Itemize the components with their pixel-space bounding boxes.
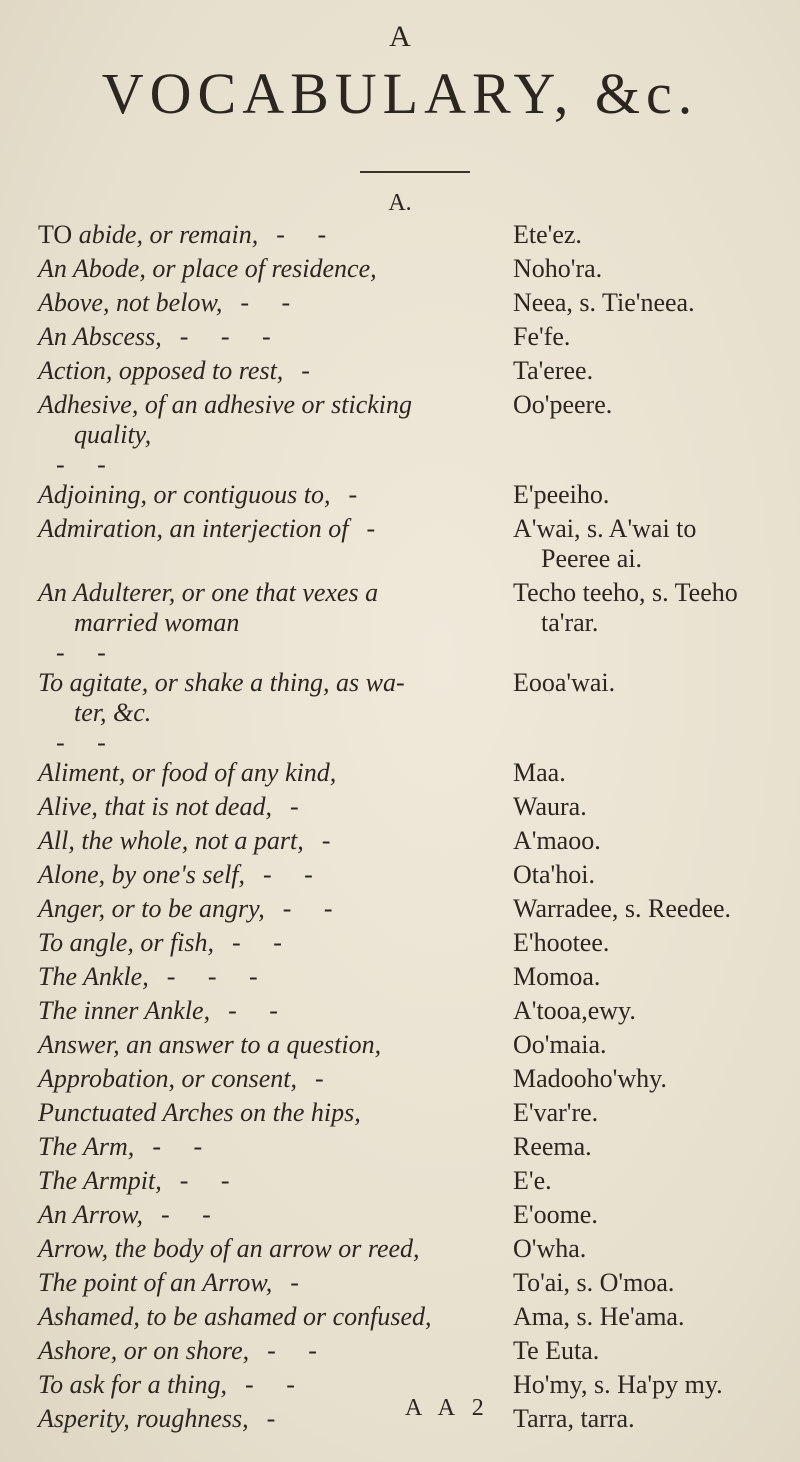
- leader-dashes: -: [366, 514, 376, 543]
- english-term: [38, 1166, 508, 1196]
- english-term: [38, 860, 508, 890]
- tahitian-term: [513, 792, 778, 822]
- vocabulary-entry: [38, 220, 778, 254]
- english-term: [38, 826, 508, 856]
- english-text: To ask for a thing,: [38, 1370, 228, 1399]
- english-term: [38, 356, 508, 386]
- vocabulary-entry: [38, 792, 778, 826]
- english-text: Aliment, or food of any kind,: [38, 758, 337, 787]
- english-term: [38, 962, 508, 992]
- signature-mark: A: [389, 20, 411, 53]
- tahitian-text: Neea, s. Tie'neea.: [513, 288, 695, 317]
- tahitian-text: Oo'peere.: [513, 390, 613, 419]
- tahitian-text: Ota'hoi.: [513, 860, 595, 889]
- english-term: [38, 322, 508, 352]
- leader-dashes: - -: [56, 450, 106, 479]
- tahitian-text: Techo teeho, s. Teeho: [513, 578, 738, 607]
- tahitian-text: Fe'fe.: [513, 322, 571, 351]
- leader-dashes: -: [348, 480, 358, 509]
- leader-dashes: - -: [240, 288, 291, 317]
- tahitian-term: [513, 826, 778, 856]
- vocabulary-entry: [38, 894, 778, 928]
- english-text: Anger, or to be angry,: [38, 894, 265, 923]
- english-text: The Ankle,: [38, 962, 149, 991]
- vocabulary-entry: [38, 356, 778, 390]
- english-text: To agitate, or shake a thing, as wa-: [38, 668, 405, 697]
- vocabulary-entry: [38, 1098, 778, 1132]
- leader-dashes: - -: [228, 996, 278, 1025]
- english-term: [38, 480, 508, 510]
- english-text: The Armpit,: [38, 1166, 162, 1195]
- leader-dashes: - -: [282, 894, 333, 923]
- tahitian-term: [513, 1098, 778, 1128]
- english-text: Adjoining, or contiguous to,: [38, 480, 331, 509]
- leader-dashes: - -: [245, 1370, 295, 1399]
- leader-dashes: - -: [232, 928, 282, 957]
- tahitian-text: Ete'ez.: [513, 220, 582, 249]
- english-term: [38, 1064, 508, 1094]
- english-text: Arrow, the body of an arrow or reed,: [38, 1234, 420, 1263]
- section-letter: A.: [388, 190, 412, 216]
- tahitian-text: A'maoo.: [513, 826, 601, 855]
- tahitian-term: [513, 1030, 778, 1060]
- leader-dashes: -: [301, 356, 310, 385]
- english-term: [38, 1268, 508, 1298]
- english-text: The Arm,: [38, 1132, 135, 1161]
- leader-dashes: - -: [56, 728, 106, 757]
- tahitian-term: [513, 1064, 778, 1094]
- english-term: [38, 792, 508, 822]
- tahitian-term: [513, 220, 778, 250]
- tahitian-term: [513, 1302, 778, 1332]
- vocabulary-entry: [38, 996, 778, 1030]
- leader-dashes: - -: [263, 860, 313, 889]
- english-text: An Arrow,: [38, 1200, 143, 1229]
- leader-dashes: -: [290, 1268, 299, 1297]
- tahitian-text: A'tooa,ewy.: [513, 996, 636, 1025]
- tahitian-term: [513, 1200, 778, 1230]
- tahitian-text: E'e.: [513, 1166, 552, 1195]
- leader-dashes: - -: [160, 1200, 211, 1229]
- english-term: [38, 514, 508, 544]
- english-text: An Abode, or place of residence,: [38, 254, 377, 283]
- vocabulary-entry: [38, 1336, 778, 1370]
- tahitian-text: Tarra, tarra.: [513, 1404, 635, 1433]
- catchword: A A 2: [405, 1395, 490, 1421]
- tahitian-text: Reema.: [513, 1132, 592, 1161]
- tahitian-text: Ta'eree.: [513, 356, 594, 385]
- tahitian-term: [513, 962, 778, 992]
- tahitian-text: Maa.: [513, 758, 566, 787]
- tahitian-term: [513, 1336, 778, 1366]
- tahitian-text: Te Euta.: [513, 1336, 600, 1365]
- tahitian-text: Warradee, s. Reedee.: [513, 894, 732, 923]
- tahitian-text: Eooa'wai.: [513, 668, 616, 697]
- page-title: VOCABULARY, &c.: [101, 61, 699, 126]
- vocabulary-entry: [38, 668, 778, 758]
- tahitian-term: [513, 1370, 778, 1400]
- tahitian-text: E'oome.: [513, 1200, 598, 1229]
- entry-lead-word: TO: [38, 220, 73, 249]
- tahitian-text: Ama, s. He'ama.: [513, 1302, 685, 1331]
- english-text: abide, or remain,: [72, 220, 259, 249]
- english-text: Ashamed, to be ashamed or confused,: [38, 1302, 432, 1331]
- tahitian-text: Waura.: [513, 792, 587, 821]
- english-text: All, the whole, not a part,: [38, 826, 304, 855]
- english-text: Punctuated Arches on the hips,: [38, 1098, 361, 1127]
- tahitian-text: To'ai, s. O'moa.: [513, 1268, 675, 1297]
- tahitian-term: [513, 1268, 778, 1298]
- leader-dashes: - -: [276, 220, 327, 249]
- english-text: Asperity, roughness,: [38, 1404, 249, 1433]
- tahitian-text: O'wha.: [513, 1234, 587, 1263]
- tahitian-term: [513, 894, 778, 924]
- english-text: An Abscess,: [38, 322, 162, 351]
- tahitian-text: Madooho'why.: [513, 1064, 667, 1093]
- english-term: [38, 390, 508, 480]
- leader-dashes: - -: [179, 1166, 230, 1195]
- english-term: [38, 1132, 508, 1162]
- english-term: [38, 928, 508, 958]
- leader-dashes: - - -: [179, 322, 271, 351]
- tahitian-text: A'wai, s. A'wai to: [513, 514, 697, 543]
- english-term: [38, 1098, 508, 1128]
- tahitian-text: Momoa.: [513, 962, 601, 991]
- english-term: [38, 1200, 508, 1230]
- vocabulary-entry: [38, 758, 778, 792]
- leader-dashes: - -: [56, 638, 106, 667]
- english-text: Alone, by one's self,: [38, 860, 246, 889]
- tahitian-term: [513, 322, 778, 352]
- english-term: [38, 1336, 508, 1366]
- english-text: The inner Ankle,: [38, 996, 211, 1025]
- english-text: The point of an Arrow,: [38, 1268, 273, 1297]
- english-term: [38, 220, 508, 250]
- english-continuation: quality,: [74, 420, 152, 449]
- leader-dashes: - -: [152, 1132, 203, 1161]
- tahitian-term: [513, 1234, 778, 1264]
- leader-dashes: -: [289, 792, 299, 821]
- english-term: [38, 894, 508, 924]
- english-term: [38, 288, 508, 318]
- tahitian-term: [513, 578, 778, 638]
- vocabulary-entry: [38, 514, 778, 578]
- english-text: To angle, or fish,: [38, 928, 215, 957]
- tahitian-text: Oo'maia.: [513, 1030, 607, 1059]
- english-term: [38, 758, 508, 788]
- vocabulary-entry: [38, 1064, 778, 1098]
- tahitian-term: [513, 996, 778, 1026]
- tahitian-term: [513, 1166, 778, 1196]
- vocabulary-entry: [38, 962, 778, 996]
- english-term: [38, 668, 508, 758]
- tahitian-term: [513, 668, 778, 698]
- tahitian-term: [513, 254, 778, 284]
- vocabulary-list: [38, 220, 778, 1438]
- english-text: Ashore, or on shore,: [38, 1336, 250, 1365]
- english-text: Alive, that is not dead,: [38, 792, 272, 821]
- english-term: [38, 578, 508, 668]
- english-term: [38, 1030, 508, 1060]
- leader-dashes: -: [321, 826, 331, 855]
- leader-dashes: -: [266, 1404, 276, 1433]
- vocabulary-entry: [38, 1166, 778, 1200]
- tahitian-term: [513, 288, 778, 318]
- tahitian-text: E'peeiho.: [513, 480, 610, 509]
- leader-dashes: - -: [267, 1336, 317, 1365]
- vocabulary-entry: [38, 1234, 778, 1268]
- tahitian-continuation: Peeree ai.: [541, 544, 643, 573]
- vocabulary-entry: [38, 928, 778, 962]
- vocabulary-entry: [38, 1132, 778, 1166]
- english-text: An Adulterer, or one that vexes a: [38, 578, 379, 607]
- tahitian-term: [513, 758, 778, 788]
- tahitian-text: E'hootee.: [513, 928, 610, 957]
- vocabulary-entry: [38, 1030, 778, 1064]
- english-text: Action, opposed to rest,: [38, 356, 284, 385]
- english-term: [38, 1302, 508, 1332]
- ornamental-rule: [360, 171, 470, 173]
- tahitian-term: [513, 1132, 778, 1162]
- english-text: Admiration, an interjection of: [38, 514, 349, 543]
- vocabulary-entry: [38, 1268, 778, 1302]
- vocabulary-entry: [38, 288, 778, 322]
- tahitian-text: Ho'my, s. Ha'py my.: [513, 1370, 723, 1399]
- tahitian-term: [513, 480, 778, 510]
- english-text: Approbation, or consent,: [38, 1064, 298, 1093]
- tahitian-text: E'var're.: [513, 1098, 599, 1127]
- english-text: Above, not below,: [38, 288, 223, 317]
- leader-dashes: -: [315, 1064, 324, 1093]
- english-text: Answer, an answer to a question,: [38, 1030, 382, 1059]
- tahitian-term: [513, 1404, 778, 1434]
- tahitian-term: [513, 514, 778, 574]
- tahitian-term: [513, 390, 778, 420]
- english-term: [38, 1234, 508, 1264]
- tahitian-term: [513, 356, 778, 386]
- tahitian-term: [513, 860, 778, 890]
- tahitian-term: [513, 928, 778, 958]
- vocabulary-entry: [38, 826, 778, 860]
- english-continuation: married woman: [74, 608, 240, 637]
- leader-dashes: - - -: [166, 962, 258, 991]
- vocabulary-entry: [38, 1200, 778, 1234]
- vocabulary-entry: [38, 480, 778, 514]
- vocabulary-entry: [38, 322, 778, 356]
- vocabulary-entry: [38, 860, 778, 894]
- vocabulary-entry: [38, 1302, 778, 1336]
- tahitian-text: Noho'ra.: [513, 254, 603, 283]
- vocabulary-entry: [38, 390, 778, 480]
- tahitian-continuation: ta'rar.: [541, 608, 599, 637]
- english-term: [38, 254, 508, 284]
- vocabulary-entry: [38, 254, 778, 288]
- english-term: [38, 996, 508, 1026]
- english-text: Adhesive, of an adhesive or sticking: [38, 390, 413, 419]
- english-continuation: ter, &c.: [74, 698, 152, 727]
- vocabulary-entry: [38, 578, 778, 668]
